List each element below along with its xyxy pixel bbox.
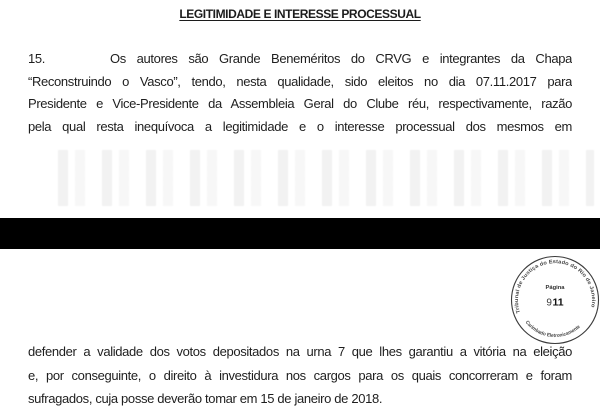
paragraph-15-line-4: pela qual resta inequívoca a legitimidade e o interesse processual dos mesmos em <box>28 118 572 134</box>
stamp-page-number-main: 11 <box>552 296 564 309</box>
paragraph-15 <box>28 48 572 138</box>
paragraph-line-text: Os autores são Grande Beneméritos do CRVG e integrantes da Chapa <box>110 51 572 66</box>
paragraph-15-line-1 <box>28 48 572 71</box>
redaction-bar <box>0 218 600 249</box>
faded-text-artifact <box>58 150 594 206</box>
paragraph-16-line-2: e, por conseguinte, o direito à investidura nos cargos para os quais concorreram e foram <box>28 367 572 383</box>
stamp-bottom-text: Carimbado Eletronicamente <box>523 319 582 340</box>
section-title: LEGITIMIDADE E INTERESSE PROCESSUAL <box>179 7 421 21</box>
stamp-page-number <box>546 297 563 309</box>
paragraph-16 <box>28 340 572 411</box>
paragraph-16-line-1: defender a validade dos votos depositados na urna 7 que lhes garantiu a vitória na eleição <box>28 344 572 359</box>
stamp-page-number-prefix: 9 <box>546 297 552 309</box>
court-stamp <box>505 250 600 350</box>
stamp-top-text: Tribunal de Justiça do Estado do Rio de Janeiro <box>513 259 597 314</box>
paragraph-number: 15. <box>28 51 46 66</box>
paragraph-16-line-3: sufragados, cuja posse deverão tomar em 15 de janeiro de 2018. <box>28 391 383 406</box>
paragraph-15-line-2: “Reconstruindo o Vasco”, tendo, nesta qualidade, sido eleitos no dia 07.11.2017 para <box>28 73 572 89</box>
stamp-page-label: Página <box>545 285 565 291</box>
paragraph-15-line-3: Presidente e Vice-Presidente da Assembleia Geral do Clube réu, respectivamente, razão <box>28 96 572 111</box>
